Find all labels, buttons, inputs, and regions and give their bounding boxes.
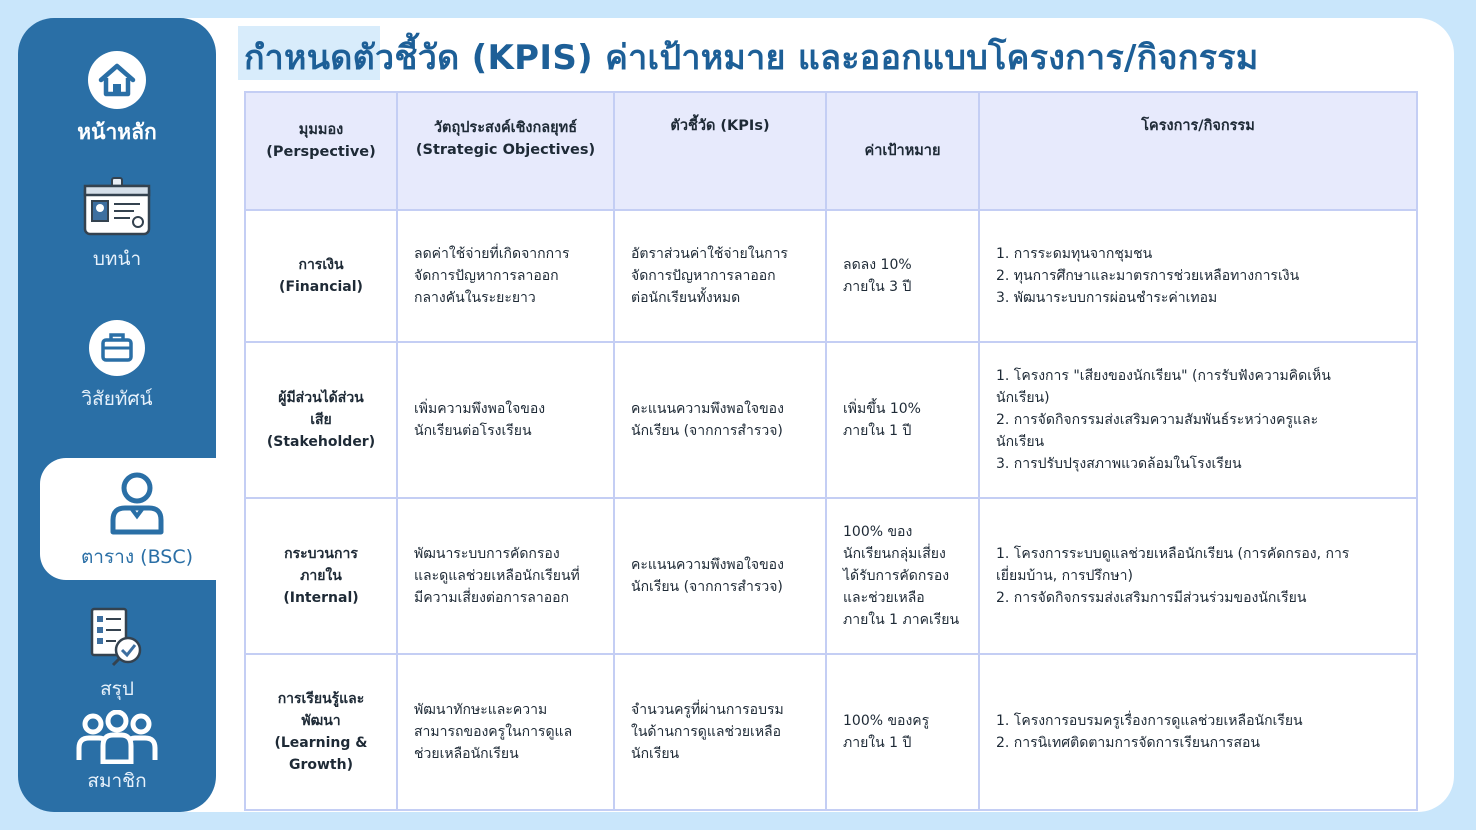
header-kpis: [614, 92, 826, 210]
cell-line: (Learning &: [274, 735, 368, 751]
cell-target: [826, 342, 979, 498]
cell-projects: [979, 210, 1417, 342]
cell-kpi: [614, 342, 826, 498]
cell-line: พัฒนาระบบการคัดกรอง: [414, 546, 560, 562]
cell-line: 3. พัฒนาระบบการผ่อนชำระค่าเทอม: [996, 290, 1218, 306]
cell-line: 1. โครงการระบบดูแลช่วยเหลือนักเรียน (การคัดกรอง, การ: [996, 546, 1350, 562]
cell-line: นักเรียนกลุ่มเสี่ยง: [843, 546, 946, 562]
table-row: [245, 654, 1417, 810]
cell-line: (Stakeholder): [266, 434, 376, 450]
briefcase-icon: [87, 318, 147, 378]
id-card-icon: [82, 176, 152, 238]
sidebar-item-label: วิสัยทัศน์: [81, 388, 153, 410]
cell-perspective: [245, 654, 397, 810]
header-perspective: [245, 92, 397, 210]
cell-objective: [397, 342, 614, 498]
sidebar-item-label: บทนำ: [92, 248, 142, 270]
cell-target: [826, 498, 979, 654]
cell-projects: [979, 342, 1417, 498]
cell-objective: [397, 654, 614, 810]
sidebar-item-summary[interactable]: [18, 606, 216, 704]
sidebar-item-vision[interactable]: [18, 318, 216, 414]
cell-line: ช่วยเหลือนักเรียน: [414, 746, 519, 762]
header-line: (Perspective): [266, 144, 376, 160]
header-line: มุมมอง: [298, 122, 344, 138]
cell-line: 2. การนิเทศติดตามการจัดการเรียนการสอน: [996, 735, 1260, 751]
cell-line: 2. การจัดกิจกรรมส่งเสริมความสัมพันธ์ระหว่างครูและ: [996, 412, 1319, 428]
cell-line: ภายใน 1 ปี: [843, 735, 912, 751]
cell-perspective: [245, 342, 397, 498]
cell-line: นักเรียน (จากการสำรวจ): [631, 423, 783, 439]
page-title: กำหนดตัวชี้วัด (KPIS) ค่าเป้าหมาย และออกแบบโครงการ/กิจกรรม: [244, 38, 1259, 78]
sidebar-item-home[interactable]: [18, 50, 216, 149]
header-line: ค่าเป้าหมาย: [864, 143, 941, 159]
sidebar-item-table[interactable]: [40, 458, 234, 580]
sidebar-item-label: ตาราง (BSC): [80, 546, 194, 568]
cell-line: จัดการปัญหาการลาออก: [414, 268, 559, 284]
user-icon: [105, 470, 169, 536]
cell-kpi: [614, 210, 826, 342]
cell-line: นักเรียน: [631, 746, 680, 762]
sidebar: [18, 18, 216, 812]
cell-line: ลดลง 10%: [843, 257, 912, 273]
group-icon: [75, 710, 159, 764]
cell-line: เพิ่มขึ้น 10%: [843, 401, 921, 417]
cell-line: เสีย: [310, 412, 332, 428]
cell-line: Growth): [288, 757, 353, 773]
header-line: ตัวชี้วัด (KPIs): [670, 118, 770, 134]
cell-line: ภายใน 1 ภาคเรียน: [843, 612, 960, 628]
cell-line: และช่วยเหลือ: [843, 590, 925, 606]
checklist-icon: [86, 606, 148, 668]
cell-line: คะแนนความพึงพอใจของ: [631, 401, 784, 417]
sidebar-item-label: หน้าหลัก: [77, 120, 157, 144]
cell-target: [826, 210, 979, 342]
cell-line: ลดค่าใช้จ่ายที่เกิดจากการ: [414, 246, 570, 262]
cell-line: นักเรียน): [996, 390, 1050, 406]
cell-target: [826, 654, 979, 810]
cell-kpi: [614, 498, 826, 654]
cell-line: จำนวนครูที่ผ่านการอบรม: [631, 702, 784, 718]
table-row: [245, 210, 1417, 342]
sidebar-item-intro[interactable]: [18, 176, 216, 274]
cell-perspective: [245, 210, 397, 342]
cell-line: 2. การจัดกิจกรรมส่งเสริมการมีส่วนร่วมของนักเรียน: [996, 590, 1307, 606]
table-row: [245, 498, 1417, 654]
cell-line: ต่อนักเรียนทั้งหมด: [631, 290, 741, 306]
cell-line: นักเรียน (จากการสำรวจ): [631, 579, 783, 595]
cell-objective: [397, 498, 614, 654]
cell-line: นักเรียนต่อโรงเรียน: [414, 423, 532, 439]
cell-objective: [397, 210, 614, 342]
cell-line: กลางคันในระยะยาว: [414, 290, 536, 306]
cell-line: 1. การระดมทุนจากชุมชน: [996, 246, 1153, 262]
header-line: (Strategic Objectives): [415, 142, 596, 158]
cell-line: 1. โครงการอบรมครูเรื่องการดูแลช่วยเหลือนักเรียน: [996, 713, 1303, 729]
cell-projects: [979, 654, 1417, 810]
cell-perspective: [245, 498, 397, 654]
header-projects: [979, 92, 1417, 210]
cell-line: จัดการปัญหาการลาออก: [631, 268, 776, 284]
cell-line: การเรียนรู้และ: [277, 691, 365, 707]
sidebar-item-label: สมาชิก: [87, 770, 147, 792]
cell-line: สามารถของครูในการดูแล: [414, 724, 573, 740]
cell-line: ในด้านการดูแลช่วยเหลือ: [631, 724, 782, 740]
cell-line: (Financial): [279, 279, 363, 295]
cell-line: คะแนนความพึงพอใจของ: [631, 557, 784, 573]
cell-line: 3. การปรับปรุงสภาพแวดล้อมในโรงเรียน: [996, 456, 1242, 472]
cell-line: (Internal): [283, 590, 359, 606]
cell-line: กระบวนการ: [284, 546, 358, 562]
header-target: [826, 92, 979, 210]
cell-line: การเงิน: [298, 257, 344, 273]
cell-line: เพิ่มความพึงพอใจของ: [414, 401, 546, 417]
cell-line: พัฒนาทักษะและความ: [414, 702, 548, 718]
cell-line: อัตราส่วนค่าใช้จ่ายในการ: [631, 246, 788, 262]
header-objectives: [397, 92, 614, 210]
table-row: [245, 342, 1417, 498]
cell-line: 100% ของ: [843, 524, 913, 540]
cell-kpi: [614, 654, 826, 810]
header-line: วัตถุประสงค์เชิงกลยุทธ์: [433, 120, 578, 136]
cell-line: เยี่ยมบ้าน, การปรึกษา): [996, 568, 1133, 584]
cell-line: และดูแลช่วยเหลือนักเรียนที่: [414, 568, 580, 584]
cell-line: ได้รับการคัดกรอง: [843, 568, 950, 584]
cell-line: มีความเสี่ยงต่อการลาออก: [414, 590, 570, 606]
cell-line: พัฒนา: [301, 713, 341, 729]
cell-line: ภายใน: [300, 568, 342, 584]
cell-line: นักเรียน: [996, 434, 1045, 450]
cell-line: 2. ทุนการศึกษาและมาตรการช่วยเหลือทางการเงิน: [996, 268, 1300, 284]
cell-line: ภายใน 1 ปี: [843, 423, 912, 439]
header-line: โครงการ/กิจกรรม: [1141, 118, 1255, 134]
bsc-table: [244, 91, 1418, 811]
home-icon: [87, 50, 147, 110]
cell-line: 100% ของครู: [843, 713, 930, 729]
cell-projects: [979, 498, 1417, 654]
table-header-row: [245, 92, 1417, 210]
sidebar-item-members[interactable]: [18, 710, 216, 796]
cell-line: 1. โครงการ "เสียงของนักเรียน" (การรับฟังความคิดเห็น: [996, 368, 1331, 384]
sidebar-item-label: สรุป: [100, 678, 134, 700]
cell-line: ภายใน 3 ปี: [843, 279, 912, 295]
cell-line: ผู้มีส่วนได้ส่วน: [278, 390, 364, 406]
